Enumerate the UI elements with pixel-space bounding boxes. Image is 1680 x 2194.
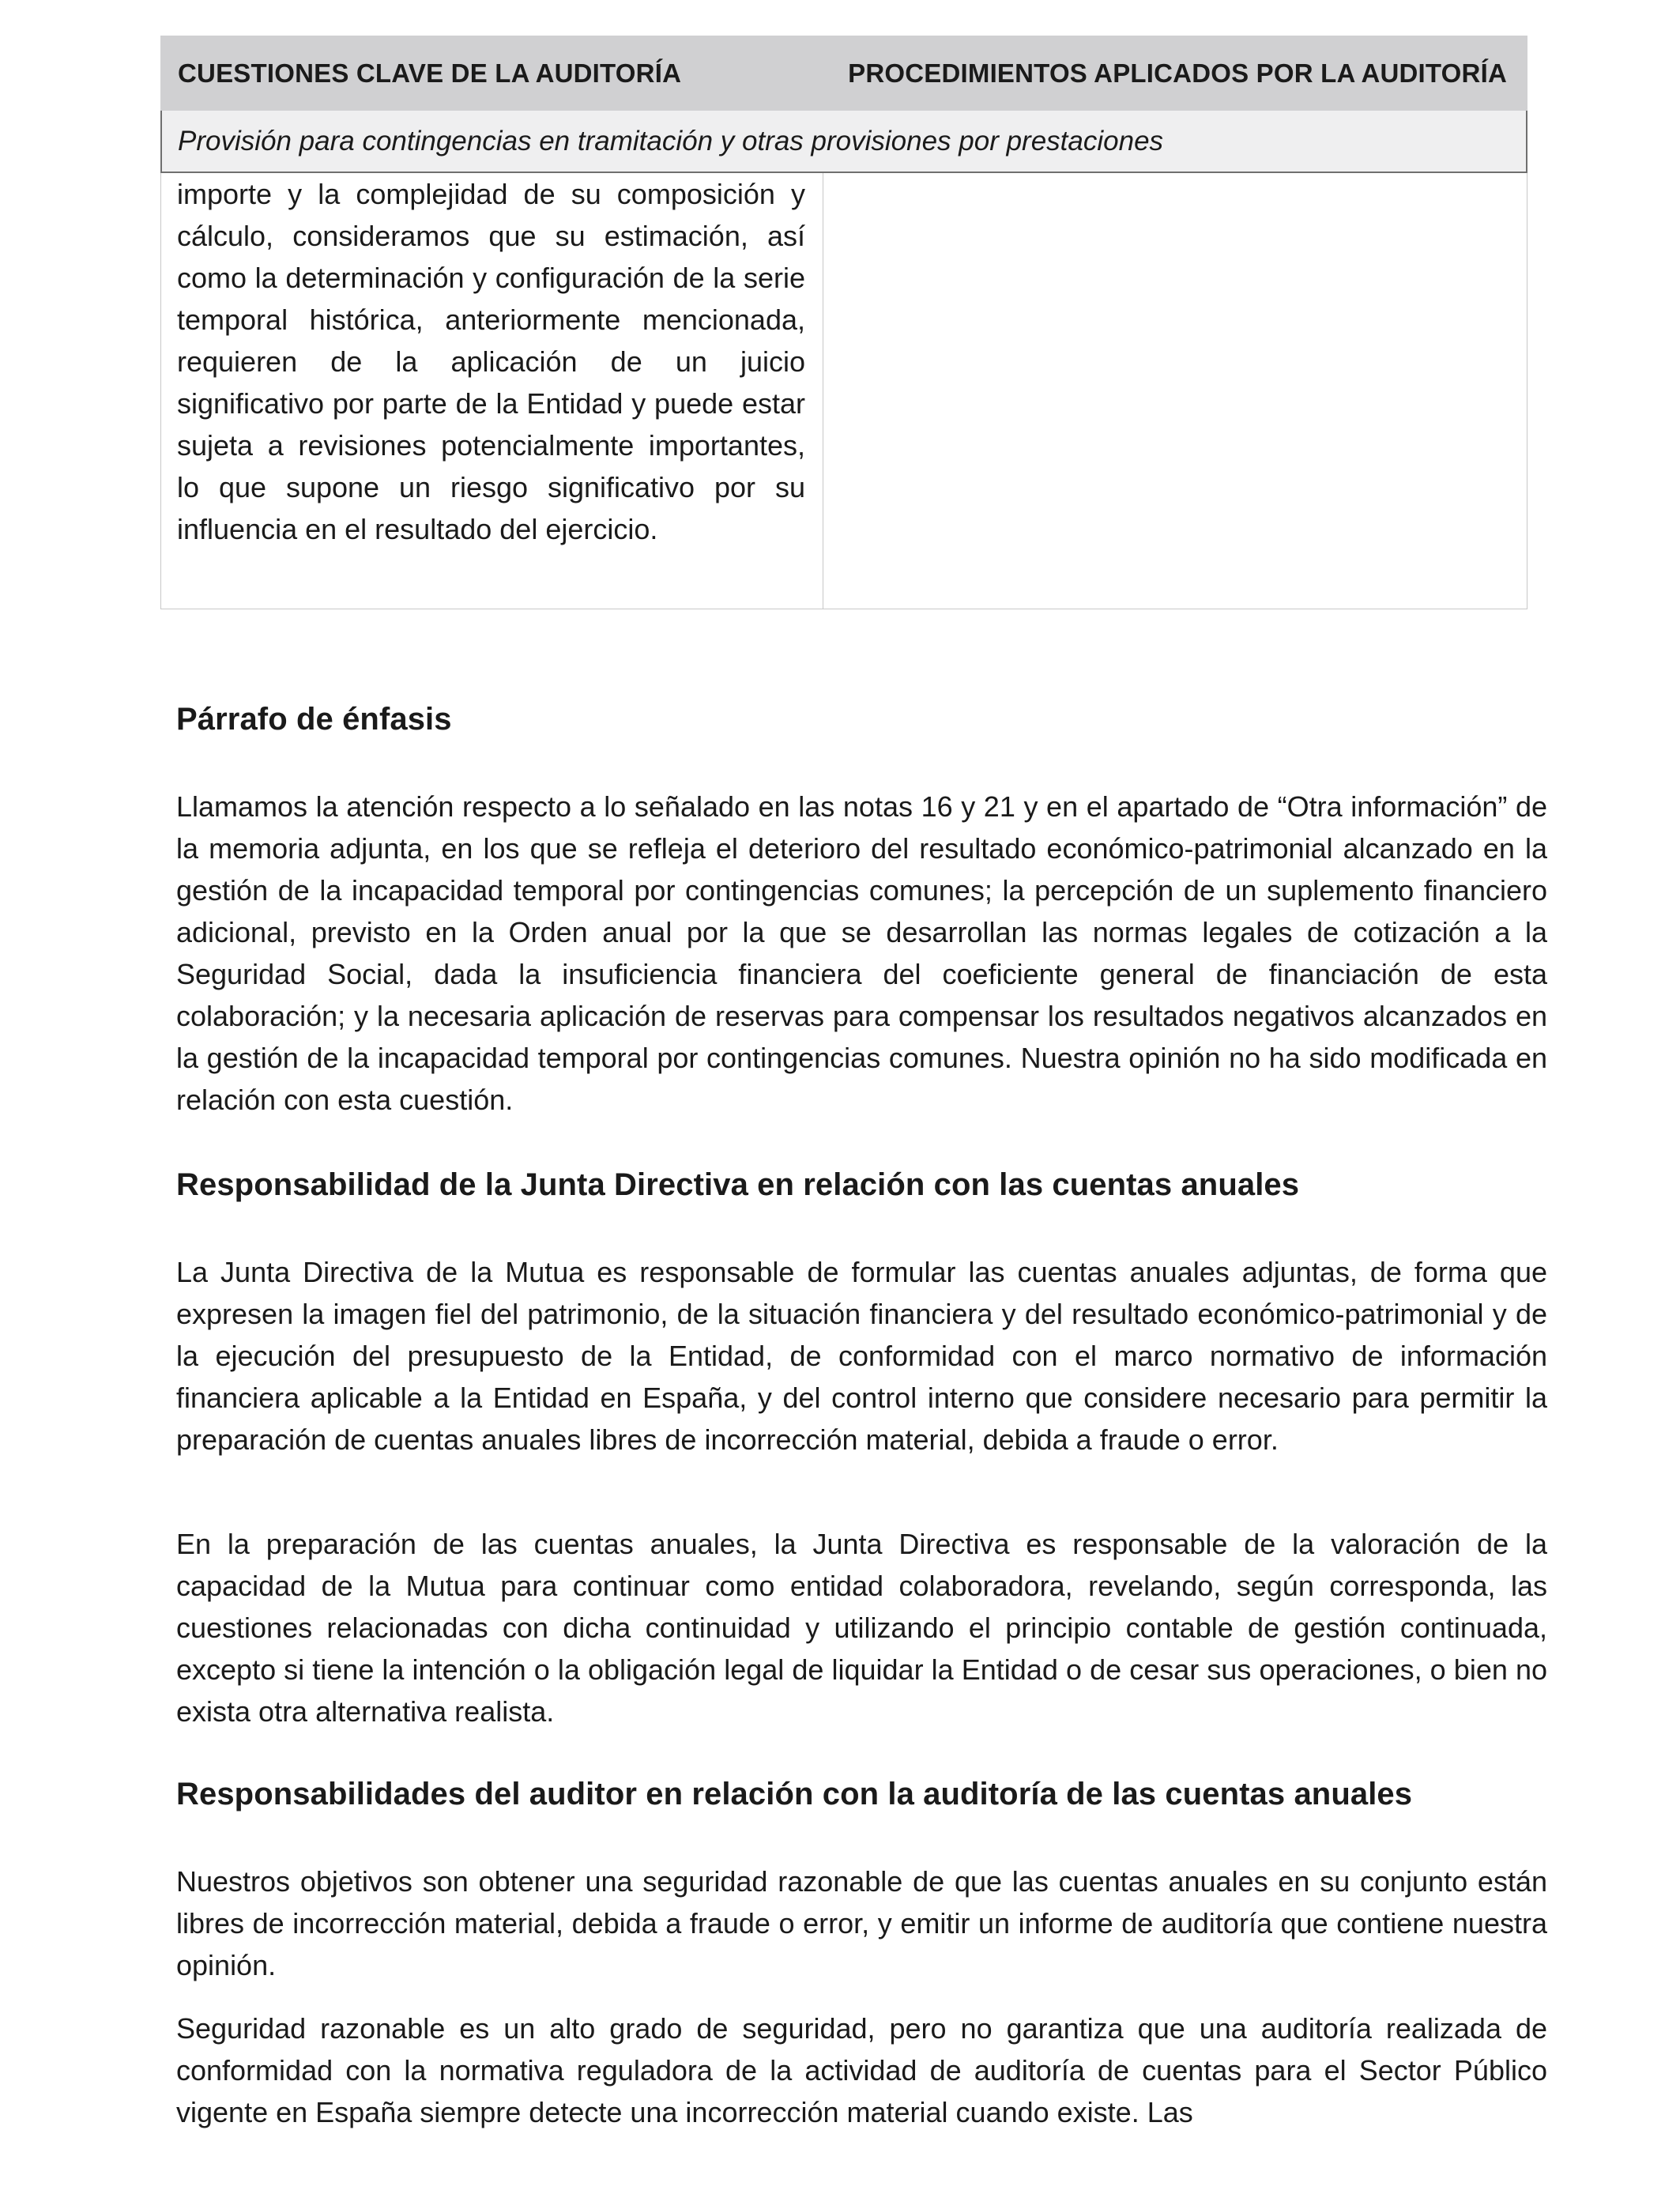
auditor-responsibility-paragraph-1: Nuestros objetivos son obtener una seguridad razonable de que las cuentas anuales en su conjunto están libres de incorrección material, debida a fraude o error, y emitir un informe de auditoría que contiene nuestra opinión. [176,1865,1547,1981]
board-responsibility-paragraph-2: En la preparación de las cuentas anuales, la Junta Directiva es responsable de la valoración de la capacidad de la Mutua para continuar como entidad colaboradora, revelando, según corresponda, las cuestiones relacionadas con dicha continuidad y utilizando el principio contable de gestión continuada, excepto si tiene la intención o la obligación legal de liquidar la Entidad o de cesar sus operaciones, o bien no exista otra alternativa realista. [176,1528,1547,1728]
procedures-cell [823,173,1527,609]
emphasis-paragraph: Llamamos la atención respecto a lo señalado en las notas 16 y 21 y en el apartado de “Otra información” de la memoria adjunta, en los que se refleja el deterioro del resultado económico-patrimonial alcanzado en la gestión de la incapacidad temporal por contingencias comunes; la percepción de un suplemento financiero adicional, previsto en la Orden anual por la que se desarrollan las normas legales de cotización a la Seguridad Social, dada la insuficiencia financiera del coeficiente general de financiación de esta colaboración; y la necesaria aplicación de reservas para compensar los resultados negativos alcanzados en la gestión de la incapacidad temporal por contingencias comunes. Nuestra opinión no ha sido modificada en relación con esta cuestión. [176,790,1547,1116]
table-subheader-row: Provisión para contingencias en tramitación y otras provisiones por prestaciones [160,111,1527,173]
header-key-matters: CUESTIONES CLAVE DE LA AUDITORÍA [178,58,682,88]
table-header-row [160,36,1527,111]
table-body-row [160,173,1527,609]
header-procedures: PROCEDIMIENTOS APLICADOS POR LA AUDITORÍA [848,58,1507,88]
auditor-responsibility-paragraph-2: Seguridad razonable es un alto grado de seguridad, pero no garantiza que una auditoría realizada de conformidad con la normativa reguladora de la actividad de auditoría de cuentas para el Sector Público vigente en España siempre detecte una incorrección material cuando existe. Las [176,2012,1547,2128]
key-matter-cell: importe y la complejidad de su composición y cálculo, consideramos que su estimación, así como la determinación y configuración de la serie temporal histórica, anteriormente mencionada, requieren de la aplicación de un juicio significativo por parte de la Entidad y puede estar sujeta a revisiones potencialmente importantes, lo que supone un riesgo significativo por su influencia en el resultado del ejercicio. [161,173,823,609]
board-responsibility-heading: Responsabilidad de la Junta Directiva en relación con las cuentas anuales [176,1167,1300,1202]
auditor-responsibility-heading: Responsabilidades del auditor en relación con la auditoría de las cuentas anuales [176,1777,1413,1811]
emphasis-heading: Párrafo de énfasis [176,702,452,737]
board-responsibility-paragraph-1: La Junta Directiva de la Mutua es responsable de formular las cuentas anuales adjuntas, de forma que expresen la imagen fiel del patrimonio, de la situación financiera y del resultado económico-patrimonial y de la ejecución del presupuesto de la Entidad, de conformidad con el marco normativo de información financiera aplicable a la Entidad en España, y del control interno que considere necesario para permitir la preparación de cuentas anuales libres de incorrección material, debida a fraude o error. [176,1256,1547,1456]
key-audit-matters-table [160,36,1527,609]
